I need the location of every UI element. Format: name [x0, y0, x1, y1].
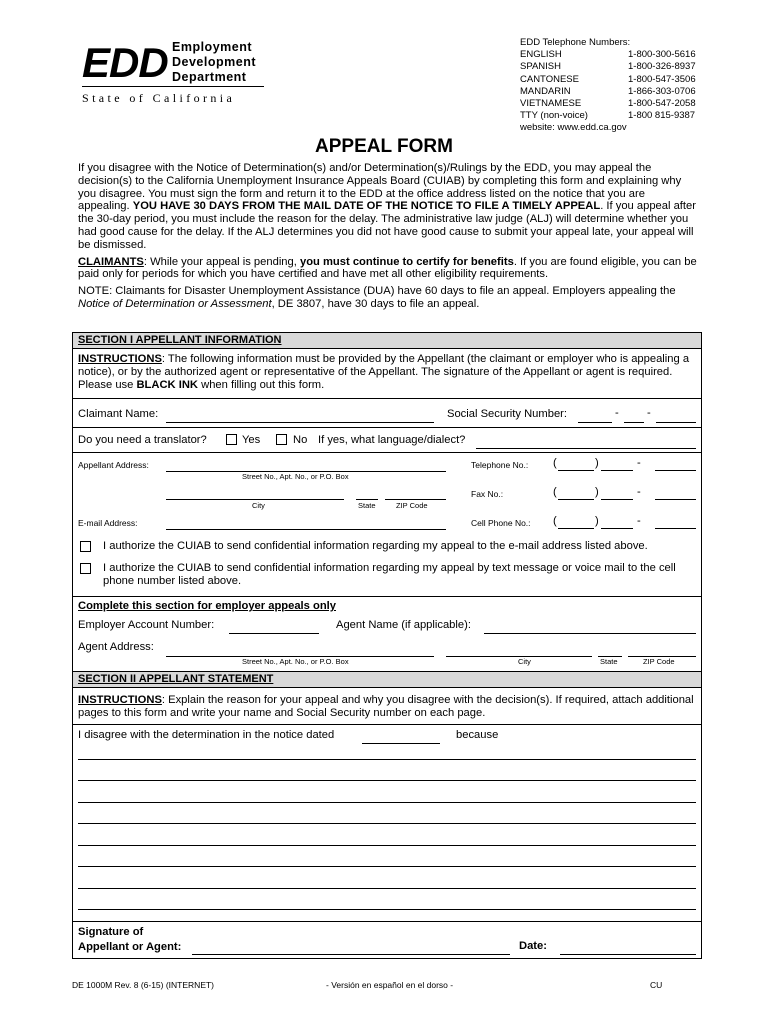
street-caption: Street No., Apt. No., or P.O. Box — [242, 472, 349, 481]
cell-area-field[interactable] — [558, 527, 594, 529]
telephone-dash: - — [637, 457, 641, 469]
ssn-dash-2: - — [647, 407, 651, 419]
section-1-instructions: INSTRUCTIONS: The following information must be provided by the Appellant (the claimant or employer who is appealing a notice), or by the authorized agent or representative of the Appellant. The signature of the Appellant or agent is required. Please use BLACK INK when filling out this form. — [78, 353, 690, 391]
notice-date-field[interactable] — [362, 742, 440, 744]
statement-line[interactable] — [78, 845, 696, 846]
telephone-label: Telephone No.: — [471, 460, 529, 470]
auth-email-checkbox[interactable] — [80, 541, 91, 552]
cell-label: Cell Phone No.: — [471, 518, 531, 528]
divider — [72, 921, 702, 922]
statement-line[interactable] — [78, 759, 696, 760]
agent-name-field[interactable] — [484, 632, 696, 634]
zip-field[interactable] — [385, 498, 446, 500]
ssn-dash-1: - — [615, 407, 619, 419]
claimant-name-field[interactable] — [166, 421, 434, 423]
fax-line-field[interactable] — [655, 498, 696, 500]
fax-dash: - — [637, 486, 641, 498]
date-label: Date: — [519, 940, 547, 952]
because-label: because — [456, 729, 499, 741]
employer-account-field[interactable] — [229, 632, 319, 634]
language-label: If yes, what language/dialect? — [318, 434, 466, 446]
signature-label: Signature of Appellant or Agent: — [78, 926, 182, 953]
telephone-area-field[interactable] — [558, 469, 594, 471]
statement-line[interactable] — [78, 866, 696, 867]
edd-logo: EDD — [82, 39, 168, 86]
form-id: DE 1000M Rev. 8 (6-15) (INTERNET) — [72, 980, 215, 990]
translator-label: Do you need a translator? — [78, 434, 207, 446]
agent-street-caption: Street No., Apt. No., or P.O. Box — [242, 657, 349, 666]
footer-code: CU — [650, 980, 663, 990]
website-link[interactable]: website: www.edd.ca.gov — [520, 122, 627, 134]
cell-paren-open: ( — [553, 515, 557, 527]
appellant-address-label: Appellant Address: — [78, 460, 149, 470]
statement-line[interactable] — [78, 780, 696, 781]
agent-name-label: Agent Name (if applicable): — [336, 619, 471, 631]
city-field[interactable] — [166, 498, 344, 500]
disagree-label: I disagree with the determination in the notice dated — [78, 729, 335, 741]
phone-row: CANTONESE 1-800-547-3506 — [520, 73, 696, 85]
fax-paren-open: ( — [553, 486, 557, 498]
divider — [72, 724, 702, 725]
email-label: E-mail Address: — [78, 518, 138, 528]
cell-prefix-field[interactable] — [601, 527, 633, 529]
employer-account-label: Employer Account Number: — [78, 619, 215, 631]
section-2-header: SECTION II APPELLANT STATEMENT — [73, 672, 701, 688]
telephone-paren-close: ) — [595, 457, 599, 469]
fax-prefix-field[interactable] — [601, 498, 633, 500]
intro-paragraph-3: NOTE: Claimants for Disaster Unemployment Assistance (DUA) have 60 days to file an appeal. Employers appealing the Notice of Determination or Assessment, DE 3807, have 30 days to file an appeal. — [78, 285, 676, 310]
logo-line2: Development — [172, 55, 256, 69]
agent-address-label: Agent Address: — [78, 641, 154, 653]
section-1-header: SECTION I APPELLANT INFORMATION — [73, 333, 701, 349]
fax-label: Fax No.: — [471, 489, 504, 499]
ssn-label: Social Security Number: — [447, 408, 567, 420]
telephone-line-field[interactable] — [655, 469, 696, 471]
section-2-instructions: INSTRUCTIONS: Explain the reason for your appeal and why you disagree with the decision(s). If required, attach additional pages to this form and write your name and Social Security number on each page. — [78, 694, 694, 719]
signature-field[interactable] — [192, 953, 510, 955]
logo-line3: Department — [172, 70, 247, 84]
telephone-prefix-field[interactable] — [601, 469, 633, 471]
cell-paren-close: ) — [595, 515, 599, 527]
divider — [72, 427, 702, 428]
logo-state: State of California — [82, 91, 236, 105]
fax-area-field[interactable] — [558, 498, 594, 500]
phone-row: TTY (non-voice) 1-800 815-9387 — [520, 110, 696, 122]
phones-title: EDD Telephone Numbers: — [520, 37, 631, 48]
intro-paragraph-2: CLAIMANTS: While your appeal is pending, you must continue to certify for benefits. If you are found eligible, you can be paid only for periods for which you have certified and have met all other eligibility requirements. — [78, 255, 697, 281]
state-field[interactable] — [356, 498, 378, 500]
state-caption: State — [358, 501, 376, 510]
statement-line[interactable] — [78, 802, 696, 803]
ssn-field-3[interactable] — [656, 421, 696, 423]
auth-phone-checkbox[interactable] — [80, 563, 91, 574]
logo-divider — [82, 86, 264, 87]
telephone-paren-open: ( — [553, 457, 557, 469]
divider — [72, 452, 702, 453]
divider — [72, 596, 702, 597]
divider — [72, 398, 702, 399]
spanish-version-note: - Versión en español en el dorso - — [326, 980, 454, 990]
language-field[interactable] — [476, 447, 696, 449]
translator-no-label: No — [293, 434, 308, 446]
ssn-field-1[interactable] — [578, 421, 612, 423]
phone-row: MANDARIN 1-866-303-0706 — [520, 85, 696, 97]
date-field[interactable] — [560, 953, 696, 955]
phone-numbers — [520, 37, 720, 135]
statement-line[interactable] — [78, 909, 696, 910]
ssn-field-2[interactable] — [624, 421, 644, 423]
fax-paren-close: ) — [595, 486, 599, 498]
translator-yes-checkbox[interactable] — [226, 434, 237, 445]
cell-line-field[interactable] — [655, 527, 696, 529]
agent-state-caption: State — [600, 657, 618, 666]
claimant-name-label: Claimant Name: — [78, 408, 159, 420]
employer-section-header: Complete this section for employer appeals only — [78, 600, 336, 612]
auth-phone-text: I authorize the CUIAB to send confidential information regarding my appeal by text message or voice mail to the cell phone number listed above. — [103, 562, 676, 587]
translator-yes-label: Yes — [242, 434, 261, 446]
auth-email-text: I authorize the CUIAB to send confidential information regarding my appeal to the e-mail address listed above. — [103, 540, 648, 552]
statement-line[interactable] — [78, 888, 696, 889]
edd-logo-text — [172, 40, 256, 85]
zip-caption: ZIP Code — [396, 501, 428, 510]
intro-paragraph-1: If you disagree with the Notice of Determination(s) and/or Determination(s)/Rulings by the EDD, you may appeal the decision(s) to the California Unemployment Insurance Appeals Board (CUIAB) by completing this form and explaining why you disagree. You must sign the form and return it to the EDD at the office address listed on the notice that you are appealing. YOU HAVE 30 DAYS FROM THE MAIL DATE OF THE NOTICE TO FILE A TIMELY APPEAL. If you appeal after the 30-day period, you must include the reason for the delay. The administrative law judge (ALJ) will determine whether you had good cause for the delay. If the ALJ determines you did not have good cause to submit your appeal late, your appeal will be dismissed. — [78, 162, 696, 251]
phone-row: SPANISH 1-800-326-8937 — [520, 61, 696, 73]
page-title: APPEAL FORM — [315, 136, 453, 157]
phone-row: ENGLISH 1-800-300-5616 — [520, 49, 696, 61]
city-caption: City — [252, 501, 265, 510]
agent-zip-caption: ZIP Code — [643, 657, 675, 666]
phone-row: VIETNAMESE 1-800-547-2058 — [520, 98, 696, 110]
email-field[interactable] — [166, 528, 446, 530]
statement-line[interactable] — [78, 823, 696, 824]
translator-no-checkbox[interactable] — [276, 434, 287, 445]
intro-text — [78, 162, 698, 315]
logo-line1: Employment — [172, 40, 253, 54]
cell-dash: - — [637, 515, 641, 527]
agent-city-caption: City — [518, 657, 531, 666]
